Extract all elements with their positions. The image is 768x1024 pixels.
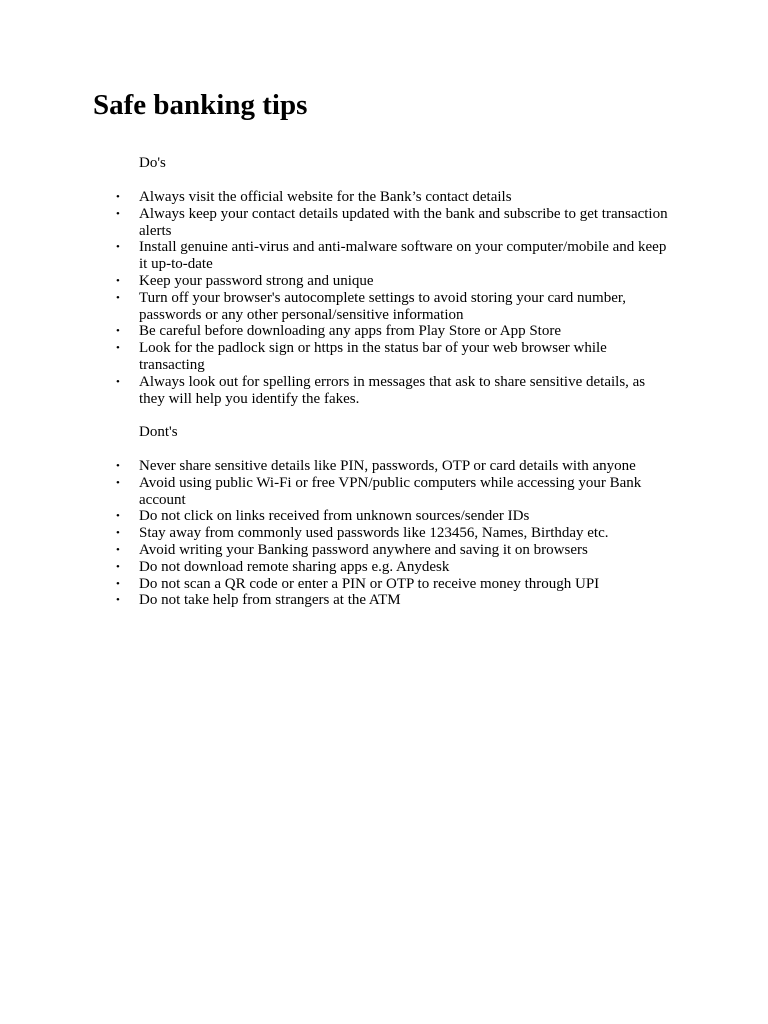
list-item <box>0 206 670 240</box>
list-item <box>0 508 670 525</box>
list-item <box>0 525 670 542</box>
tip-text: Never share sensitive details like PIN, passwords, OTP or card details with anyone <box>139 458 636 474</box>
bullet-icon: • <box>116 207 120 220</box>
dos-heading: Do's <box>139 155 166 171</box>
tip-text: Turn off your browser's autocomplete settings to avoid storing your card number, passwords or any other personal/sensitive information <box>139 289 627 323</box>
list-item <box>0 290 670 324</box>
list-item <box>0 239 670 273</box>
bullet-icon: • <box>116 291 120 304</box>
list-item <box>0 475 670 509</box>
bullet-icon: • <box>116 342 120 355</box>
tip-text: Do not take help from strangers at the ATM <box>139 592 401 609</box>
list-item <box>0 576 670 593</box>
tip-text: Do not click on links received from unknown sources/sender IDs <box>139 508 530 525</box>
bullet-icon: • <box>116 527 120 540</box>
tip-text: Stay away from commonly used passwords like 123456, Names, Birthday etc. <box>139 525 609 542</box>
list-item <box>0 458 670 475</box>
tip-text: Look for the padlock sign or https in the status bar of your web browser while transacting <box>139 340 607 373</box>
bullet-icon: • <box>116 560 120 573</box>
bullet-icon: • <box>116 510 120 523</box>
tip-text: Do not scan a QR code or enter a PIN or OTP to receive money through UPI <box>139 575 600 592</box>
list-item <box>0 340 670 374</box>
donts-heading: Dont's <box>139 424 178 440</box>
bullet-icon: • <box>116 191 120 203</box>
list-item <box>0 189 670 206</box>
bullet-icon: • <box>116 577 120 590</box>
list-item <box>0 273 670 290</box>
list-item <box>0 559 670 576</box>
bullet-icon: • <box>116 375 120 388</box>
list-item <box>0 374 670 408</box>
tip-text: Keep your password strong and unique <box>139 272 374 289</box>
tip-text: Install genuine anti-virus and anti-malware software on your computer/mobile and keep it up-to-date <box>139 239 667 273</box>
tip-text: Be careful before downloading any apps from Play Store or App Store <box>139 323 561 340</box>
tip-text: Always visit the official website for the Bank’s contact details <box>139 189 512 205</box>
dos-list <box>0 189 670 407</box>
bullet-icon: • <box>116 594 120 607</box>
bullet-icon: • <box>116 460 120 472</box>
tip-text: Do not download remote sharing apps e.g. Anydesk <box>139 558 450 575</box>
list-item <box>0 323 670 340</box>
tip-text: Always keep your contact details updated with the bank and subscribe to get transaction alerts <box>139 205 668 239</box>
page-title: Safe banking tips <box>93 89 308 121</box>
list-item <box>0 592 670 609</box>
bullet-icon: • <box>116 241 120 254</box>
bullet-icon: • <box>116 476 120 489</box>
bullet-icon: • <box>116 274 120 287</box>
tip-text: Always look out for spelling errors in messages that ask to share sensitive details, as they will help you identify the fakes. <box>139 373 646 407</box>
bullet-icon: • <box>116 543 120 556</box>
bullet-icon: • <box>116 325 120 338</box>
donts-list <box>0 458 670 609</box>
tip-text: Avoid using public Wi-Fi or free VPN/public computers while accessing your Bank account <box>139 474 642 508</box>
tip-text: Avoid writing your Banking password anywhere and saving it on browsers <box>139 541 588 558</box>
list-item <box>0 542 670 559</box>
